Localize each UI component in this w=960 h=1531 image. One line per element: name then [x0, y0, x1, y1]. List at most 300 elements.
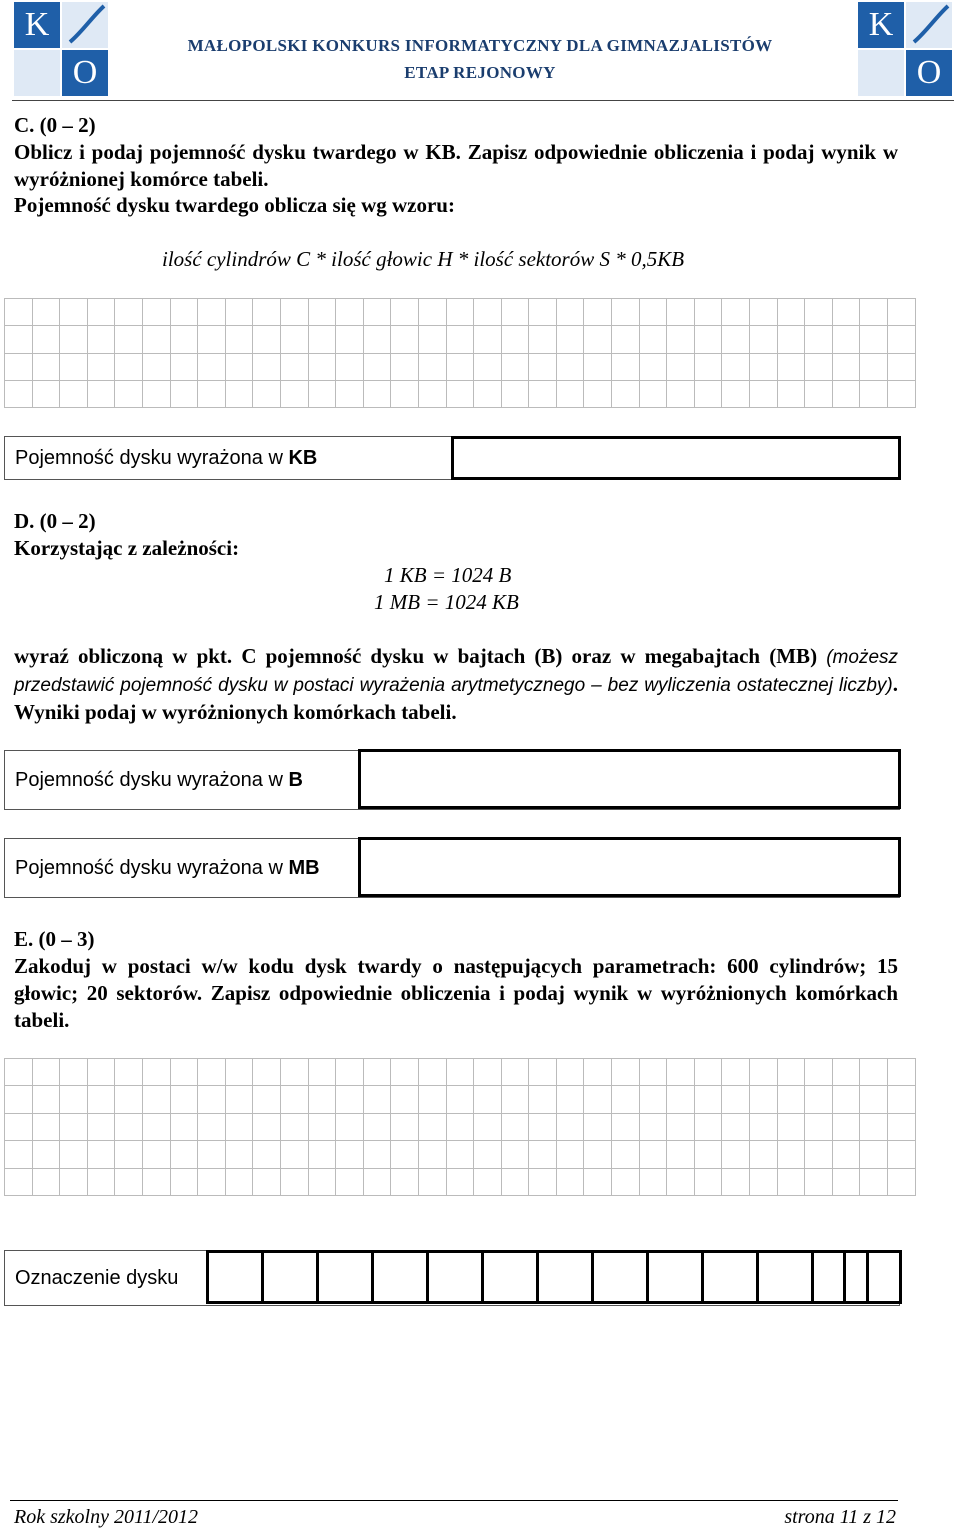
grid-cell[interactable]: [750, 1113, 778, 1140]
grid-cell[interactable]: [170, 380, 198, 407]
disk-code-cell[interactable]: [536, 1250, 594, 1304]
grid-cell[interactable]: [888, 326, 916, 353]
grid-cell[interactable]: [832, 1168, 860, 1195]
grid-cell[interactable]: [87, 353, 115, 380]
grid-cell[interactable]: [225, 326, 253, 353]
grid-cell[interactable]: [584, 1086, 612, 1113]
grid-cell[interactable]: [142, 380, 170, 407]
grid-cell[interactable]: [5, 1086, 33, 1113]
grid-cell[interactable]: [805, 1059, 833, 1086]
grid-cell[interactable]: [308, 326, 336, 353]
grid-cell[interactable]: [446, 380, 474, 407]
grid-cell[interactable]: [32, 299, 60, 326]
disk-code-cell[interactable]: [843, 1250, 902, 1304]
grid-cell[interactable]: [336, 1141, 364, 1168]
grid-cell[interactable]: [363, 1113, 391, 1140]
grid-cell[interactable]: [115, 1059, 143, 1086]
grid-cell[interactable]: [777, 1059, 805, 1086]
grid-cell[interactable]: [584, 1059, 612, 1086]
grid-cell[interactable]: [777, 1113, 805, 1140]
calculation-grid-c[interactable]: [4, 298, 916, 408]
grid-cell[interactable]: [501, 299, 529, 326]
grid-cell[interactable]: [584, 299, 612, 326]
grid-cell[interactable]: [60, 1086, 88, 1113]
grid-cell[interactable]: [87, 1059, 115, 1086]
grid-cell[interactable]: [5, 1141, 33, 1168]
grid-cell[interactable]: [5, 299, 33, 326]
grid-cell[interactable]: [612, 1086, 640, 1113]
grid-cell[interactable]: [750, 1086, 778, 1113]
grid-cell[interactable]: [280, 299, 308, 326]
grid-cell[interactable]: [253, 1059, 281, 1086]
disk-code-cell[interactable]: [701, 1250, 759, 1304]
grid-cell[interactable]: [612, 299, 640, 326]
grid-cell[interactable]: [750, 299, 778, 326]
grid-cell[interactable]: [308, 1168, 336, 1195]
grid-cell[interactable]: [556, 299, 584, 326]
grid-cell[interactable]: [87, 1113, 115, 1140]
grid-cell[interactable]: [722, 299, 750, 326]
grid-cell[interactable]: [363, 353, 391, 380]
grid-cell[interactable]: [474, 353, 502, 380]
grid-cell[interactable]: [253, 1141, 281, 1168]
grid-cell[interactable]: [805, 1141, 833, 1168]
grid-cell[interactable]: [584, 380, 612, 407]
disk-code-cell[interactable]: [426, 1250, 484, 1304]
grid-cell[interactable]: [418, 1086, 446, 1113]
grid-cell[interactable]: [722, 1059, 750, 1086]
grid-cell[interactable]: [694, 326, 722, 353]
grid-cell[interactable]: [667, 299, 695, 326]
grid-cell[interactable]: [280, 353, 308, 380]
disk-code-cell[interactable]: [316, 1250, 374, 1304]
grid-cell[interactable]: [694, 380, 722, 407]
grid-cell[interactable]: [115, 1141, 143, 1168]
grid-cell[interactable]: [198, 1141, 226, 1168]
grid-cell[interactable]: [391, 353, 419, 380]
grid-cell[interactable]: [832, 353, 860, 380]
grid-cell[interactable]: [694, 1113, 722, 1140]
grid-cell[interactable]: [32, 380, 60, 407]
grid-cell[interactable]: [556, 1168, 584, 1195]
grid-cell[interactable]: [805, 353, 833, 380]
grid-cell[interactable]: [612, 1168, 640, 1195]
grid-cell[interactable]: [501, 326, 529, 353]
grid-cell[interactable]: [667, 1168, 695, 1195]
grid-cell[interactable]: [391, 1059, 419, 1086]
grid-cell[interactable]: [280, 1141, 308, 1168]
grid-cell[interactable]: [694, 1168, 722, 1195]
grid-cell[interactable]: [308, 299, 336, 326]
grid-cell[interactable]: [446, 326, 474, 353]
grid-cell[interactable]: [750, 326, 778, 353]
grid-cell[interactable]: [170, 353, 198, 380]
grid-cell[interactable]: [32, 1059, 60, 1086]
grid-cell[interactable]: [750, 380, 778, 407]
grid-cell[interactable]: [142, 326, 170, 353]
grid-cell[interactable]: [280, 1086, 308, 1113]
grid-cell[interactable]: [142, 1141, 170, 1168]
grid-cell[interactable]: [115, 380, 143, 407]
grid-cell[interactable]: [556, 380, 584, 407]
grid-cell[interactable]: [87, 299, 115, 326]
grid-cell[interactable]: [32, 353, 60, 380]
grid-cell[interactable]: [336, 353, 364, 380]
grid-cell[interactable]: [694, 299, 722, 326]
disk-code-cell[interactable]: [261, 1250, 319, 1304]
grid-cell[interactable]: [280, 380, 308, 407]
grid-cell[interactable]: [584, 353, 612, 380]
grid-cell[interactable]: [667, 1113, 695, 1140]
disk-code-cell[interactable]: [206, 1250, 264, 1304]
grid-cell[interactable]: [639, 1113, 667, 1140]
grid-cell[interactable]: [777, 1086, 805, 1113]
grid-cell[interactable]: [60, 1168, 88, 1195]
grid-cell[interactable]: [612, 1059, 640, 1086]
disk-code-cell[interactable]: [371, 1250, 429, 1304]
grid-cell[interactable]: [777, 326, 805, 353]
grid-cell[interactable]: [280, 1059, 308, 1086]
grid-cell[interactable]: [5, 1113, 33, 1140]
grid-cell[interactable]: [87, 1141, 115, 1168]
grid-cell[interactable]: [639, 299, 667, 326]
grid-cell[interactable]: [860, 353, 888, 380]
grid-cell[interactable]: [225, 299, 253, 326]
grid-cell[interactable]: [694, 1141, 722, 1168]
grid-cell[interactable]: [584, 1168, 612, 1195]
disk-code-cell[interactable]: [481, 1250, 539, 1304]
grid-cell[interactable]: [556, 1059, 584, 1086]
grid-cell[interactable]: [584, 1141, 612, 1168]
grid-cell[interactable]: [805, 1086, 833, 1113]
grid-cell[interactable]: [777, 380, 805, 407]
grid-cell[interactable]: [750, 353, 778, 380]
grid-cell[interactable]: [529, 380, 557, 407]
grid-cell[interactable]: [170, 326, 198, 353]
grid-cell[interactable]: [198, 1168, 226, 1195]
calculation-grid-e[interactable]: [4, 1058, 916, 1196]
grid-cell[interactable]: [529, 1141, 557, 1168]
grid-cell[interactable]: [336, 1168, 364, 1195]
disk-code-cell[interactable]: [756, 1250, 814, 1304]
grid-cell[interactable]: [391, 1141, 419, 1168]
grid-cell[interactable]: [391, 1086, 419, 1113]
grid-cell[interactable]: [225, 380, 253, 407]
grid-cell[interactable]: [529, 353, 557, 380]
grid-cell[interactable]: [888, 1141, 916, 1168]
grid-cell[interactable]: [391, 1113, 419, 1140]
grid-cell[interactable]: [115, 326, 143, 353]
grid-cell[interactable]: [363, 380, 391, 407]
grid-cell[interactable]: [529, 1086, 557, 1113]
grid-cell[interactable]: [860, 1168, 888, 1195]
grid-cell[interactable]: [832, 326, 860, 353]
grid-cell[interactable]: [584, 1113, 612, 1140]
grid-cell[interactable]: [225, 1168, 253, 1195]
grid-cell[interactable]: [667, 353, 695, 380]
grid-cell[interactable]: [32, 1141, 60, 1168]
grid-cell[interactable]: [60, 1141, 88, 1168]
grid-cell[interactable]: [556, 1141, 584, 1168]
grid-cell[interactable]: [832, 1141, 860, 1168]
grid-cell[interactable]: [667, 1141, 695, 1168]
grid-cell[interactable]: [612, 380, 640, 407]
grid-cell[interactable]: [805, 1113, 833, 1140]
grid-cell[interactable]: [32, 1086, 60, 1113]
grid-cell[interactable]: [336, 1059, 364, 1086]
grid-cell[interactable]: [612, 353, 640, 380]
grid-cell[interactable]: [418, 326, 446, 353]
grid-cell[interactable]: [5, 1059, 33, 1086]
grid-cell[interactable]: [418, 353, 446, 380]
grid-cell[interactable]: [639, 353, 667, 380]
grid-cell[interactable]: [860, 1059, 888, 1086]
grid-cell[interactable]: [501, 1059, 529, 1086]
grid-cell[interactable]: [832, 1113, 860, 1140]
grid-cell[interactable]: [253, 353, 281, 380]
grid-cell[interactable]: [170, 1059, 198, 1086]
grid-cell[interactable]: [694, 1059, 722, 1086]
grid-cell[interactable]: [777, 1168, 805, 1195]
grid-cell[interactable]: [336, 326, 364, 353]
grid-cell[interactable]: [501, 1141, 529, 1168]
grid-cell[interactable]: [556, 1086, 584, 1113]
answer-box-bytes[interactable]: [358, 749, 901, 809]
grid-cell[interactable]: [198, 1113, 226, 1140]
grid-cell[interactable]: [474, 1086, 502, 1113]
grid-cell[interactable]: [750, 1059, 778, 1086]
grid-cell[interactable]: [225, 1113, 253, 1140]
grid-cell[interactable]: [860, 1141, 888, 1168]
grid-cell[interactable]: [363, 1059, 391, 1086]
grid-cell[interactable]: [363, 326, 391, 353]
grid-cell[interactable]: [694, 1086, 722, 1113]
grid-cell[interactable]: [805, 1168, 833, 1195]
grid-cell[interactable]: [832, 1059, 860, 1086]
grid-cell[interactable]: [446, 1168, 474, 1195]
grid-cell[interactable]: [474, 1113, 502, 1140]
grid-cell[interactable]: [529, 1168, 557, 1195]
grid-cell[interactable]: [391, 299, 419, 326]
grid-cell[interactable]: [501, 1086, 529, 1113]
grid-cell[interactable]: [363, 1086, 391, 1113]
grid-cell[interactable]: [501, 380, 529, 407]
grid-cell[interactable]: [60, 299, 88, 326]
grid-cell[interactable]: [667, 380, 695, 407]
grid-cell[interactable]: [805, 380, 833, 407]
grid-cell[interactable]: [888, 299, 916, 326]
grid-cell[interactable]: [474, 1141, 502, 1168]
grid-cell[interactable]: [722, 380, 750, 407]
grid-cell[interactable]: [418, 1113, 446, 1140]
grid-cell[interactable]: [115, 1168, 143, 1195]
grid-cell[interactable]: [639, 1141, 667, 1168]
grid-cell[interactable]: [308, 1086, 336, 1113]
grid-cell[interactable]: [170, 1141, 198, 1168]
grid-cell[interactable]: [5, 380, 33, 407]
grid-cell[interactable]: [667, 1059, 695, 1086]
grid-cell[interactable]: [474, 326, 502, 353]
grid-cell[interactable]: [170, 1113, 198, 1140]
grid-cell[interactable]: [722, 1086, 750, 1113]
grid-cell[interactable]: [336, 299, 364, 326]
grid-cell[interactable]: [253, 1113, 281, 1140]
grid-cell[interactable]: [888, 1168, 916, 1195]
grid-cell[interactable]: [115, 1086, 143, 1113]
grid-cell[interactable]: [142, 1113, 170, 1140]
grid-cell[interactable]: [115, 353, 143, 380]
grid-cell[interactable]: [639, 1086, 667, 1113]
grid-cell[interactable]: [253, 299, 281, 326]
grid-cell[interactable]: [142, 353, 170, 380]
grid-cell[interactable]: [60, 326, 88, 353]
grid-cell[interactable]: [474, 1168, 502, 1195]
grid-cell[interactable]: [556, 1113, 584, 1140]
grid-cell[interactable]: [612, 326, 640, 353]
grid-cell[interactable]: [280, 326, 308, 353]
grid-cell[interactable]: [363, 1168, 391, 1195]
grid-cell[interactable]: [860, 380, 888, 407]
answer-box-megabytes[interactable]: [358, 837, 901, 897]
grid-cell[interactable]: [198, 1086, 226, 1113]
grid-cell[interactable]: [115, 299, 143, 326]
grid-cell[interactable]: [60, 353, 88, 380]
disk-code-cell[interactable]: [646, 1250, 704, 1304]
grid-cell[interactable]: [60, 380, 88, 407]
grid-cell[interactable]: [418, 380, 446, 407]
grid-cell[interactable]: [722, 353, 750, 380]
grid-cell[interactable]: [474, 1059, 502, 1086]
grid-cell[interactable]: [446, 1059, 474, 1086]
grid-cell[interactable]: [170, 299, 198, 326]
grid-cell[interactable]: [750, 1168, 778, 1195]
grid-cell[interactable]: [722, 326, 750, 353]
grid-cell[interactable]: [253, 1086, 281, 1113]
grid-cell[interactable]: [529, 1113, 557, 1140]
grid-cell[interactable]: [888, 1059, 916, 1086]
grid-cell[interactable]: [60, 1059, 88, 1086]
grid-cell[interactable]: [142, 1059, 170, 1086]
grid-cell[interactable]: [612, 1141, 640, 1168]
grid-cell[interactable]: [198, 1059, 226, 1086]
grid-cell[interactable]: [722, 1168, 750, 1195]
grid-cell[interactable]: [87, 380, 115, 407]
grid-cell[interactable]: [860, 1086, 888, 1113]
grid-cell[interactable]: [5, 353, 33, 380]
grid-cell[interactable]: [722, 1113, 750, 1140]
grid-cell[interactable]: [888, 353, 916, 380]
grid-cell[interactable]: [308, 1141, 336, 1168]
grid-cell[interactable]: [446, 1113, 474, 1140]
grid-cell[interactable]: [446, 1141, 474, 1168]
grid-cell[interactable]: [115, 1113, 143, 1140]
grid-cell[interactable]: [308, 1113, 336, 1140]
grid-cell[interactable]: [225, 1141, 253, 1168]
grid-cell[interactable]: [308, 353, 336, 380]
grid-cell[interactable]: [32, 1113, 60, 1140]
grid-cell[interactable]: [142, 1168, 170, 1195]
grid-cell[interactable]: [667, 1086, 695, 1113]
grid-cell[interactable]: [225, 1059, 253, 1086]
grid-cell[interactable]: [280, 1113, 308, 1140]
grid-cell[interactable]: [805, 299, 833, 326]
grid-cell[interactable]: [418, 1168, 446, 1195]
grid-cell[interactable]: [529, 1059, 557, 1086]
answer-box-kb[interactable]: [451, 436, 901, 480]
grid-cell[interactable]: [805, 326, 833, 353]
grid-cell[interactable]: [391, 380, 419, 407]
grid-cell[interactable]: [87, 1168, 115, 1195]
grid-cell[interactable]: [639, 380, 667, 407]
grid-cell[interactable]: [832, 1086, 860, 1113]
grid-cell[interactable]: [391, 1168, 419, 1195]
grid-cell[interactable]: [5, 1168, 33, 1195]
grid-cell[interactable]: [253, 326, 281, 353]
grid-cell[interactable]: [198, 299, 226, 326]
grid-cell[interactable]: [5, 326, 33, 353]
grid-cell[interactable]: [336, 380, 364, 407]
grid-cell[interactable]: [32, 1168, 60, 1195]
grid-cell[interactable]: [667, 326, 695, 353]
grid-cell[interactable]: [198, 326, 226, 353]
grid-cell[interactable]: [777, 299, 805, 326]
grid-cell[interactable]: [694, 353, 722, 380]
grid-cell[interactable]: [418, 1141, 446, 1168]
grid-cell[interactable]: [170, 1168, 198, 1195]
grid-cell[interactable]: [170, 1086, 198, 1113]
grid-cell[interactable]: [556, 353, 584, 380]
grid-cell[interactable]: [639, 1168, 667, 1195]
grid-cell[interactable]: [888, 1113, 916, 1140]
grid-cell[interactable]: [336, 1086, 364, 1113]
grid-cell[interactable]: [87, 1086, 115, 1113]
grid-cell[interactable]: [253, 380, 281, 407]
grid-cell[interactable]: [418, 299, 446, 326]
grid-cell[interactable]: [474, 299, 502, 326]
grid-cell[interactable]: [888, 380, 916, 407]
grid-cell[interactable]: [225, 1086, 253, 1113]
grid-cell[interactable]: [308, 380, 336, 407]
grid-cell[interactable]: [446, 1086, 474, 1113]
grid-cell[interactable]: [142, 299, 170, 326]
grid-cell[interactable]: [87, 326, 115, 353]
grid-cell[interactable]: [308, 1059, 336, 1086]
grid-cell[interactable]: [888, 1086, 916, 1113]
grid-cell[interactable]: [32, 326, 60, 353]
grid-cell[interactable]: [832, 380, 860, 407]
grid-cell[interactable]: [198, 353, 226, 380]
grid-cell[interactable]: [860, 1113, 888, 1140]
grid-cell[interactable]: [446, 299, 474, 326]
grid-cell[interactable]: [391, 326, 419, 353]
grid-cell[interactable]: [60, 1113, 88, 1140]
disk-code-cell[interactable]: [591, 1250, 649, 1304]
grid-cell[interactable]: [418, 1059, 446, 1086]
grid-cell[interactable]: [363, 1141, 391, 1168]
grid-cell[interactable]: [336, 1113, 364, 1140]
grid-cell[interactable]: [501, 353, 529, 380]
grid-cell[interactable]: [860, 326, 888, 353]
grid-cell[interactable]: [777, 1141, 805, 1168]
grid-cell[interactable]: [832, 299, 860, 326]
grid-cell[interactable]: [584, 326, 612, 353]
grid-cell[interactable]: [556, 326, 584, 353]
grid-cell[interactable]: [639, 326, 667, 353]
grid-cell[interactable]: [142, 1086, 170, 1113]
grid-cell[interactable]: [722, 1141, 750, 1168]
grid-cell[interactable]: [529, 326, 557, 353]
grid-cell[interactable]: [198, 380, 226, 407]
